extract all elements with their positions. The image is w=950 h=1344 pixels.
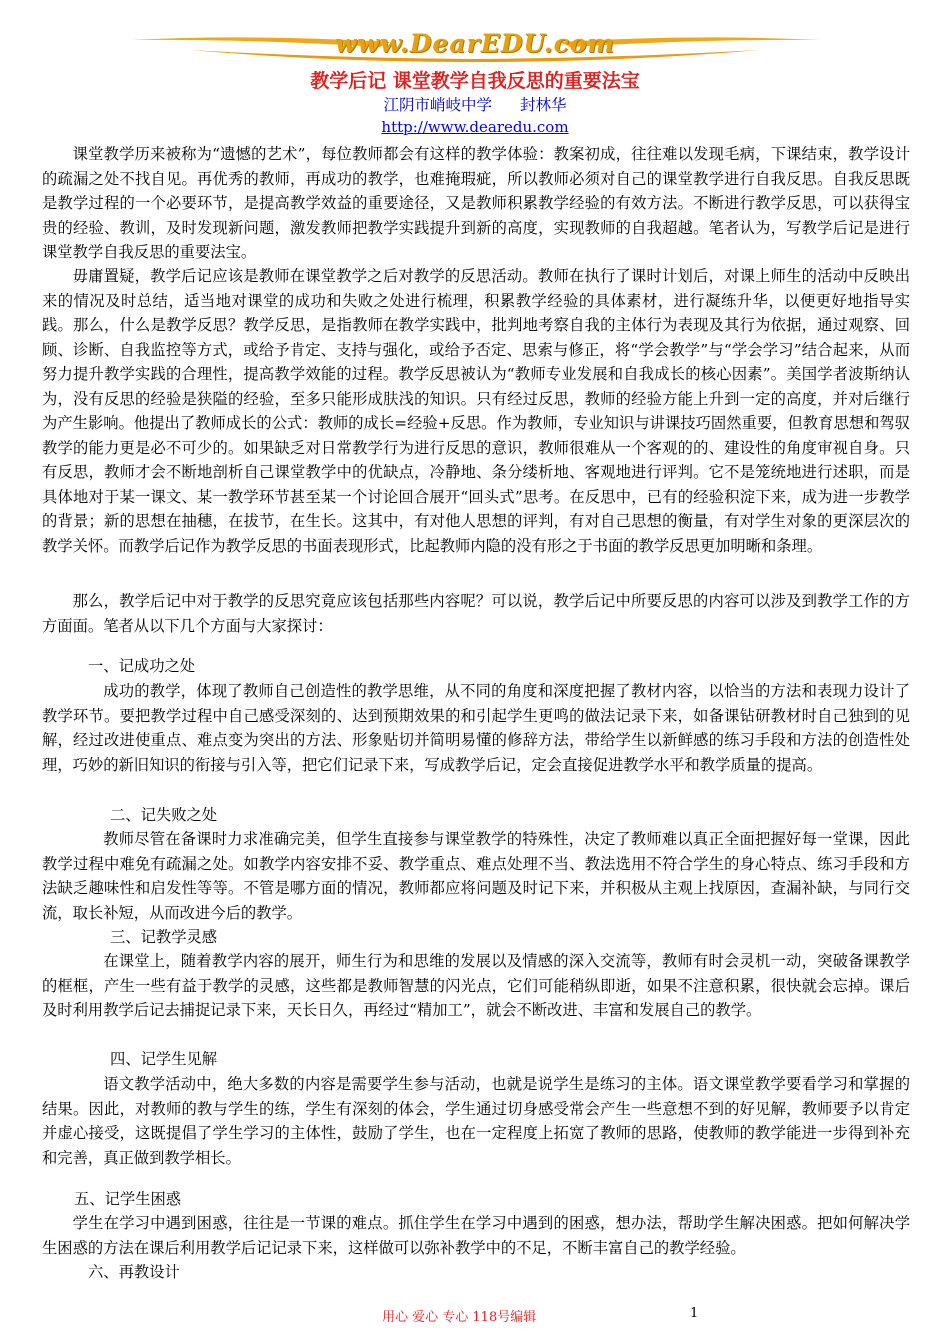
paragraph-aspects: 那么，教学后记中对于教学的反思究竟应该包括那些内容呢？可以说，教学后记中所要反思的内容可以涉及到教学工作的方方面面。笔者从以下几个方面与大家探讨： <box>42 592 910 635</box>
heading-redesign: 六、再教设计 <box>88 1263 180 1281</box>
heading-inspiration: 三、记教学灵感 <box>110 928 218 946</box>
author-line <box>0 93 950 115</box>
header-logo <box>130 28 820 62</box>
page-footer <box>0 1306 950 1326</box>
paragraph-intro: 课堂教学历来被称为“遗憾的艺术”，每位教师都会有这样的教学体验：教案初成，往往难以发现毛病，下课结束，教学设计的疏漏之处不找自见。再优秀的教师，再成功的教学，也难掩瑕疵，所以教师必须对自己的课堂教学进行自我反思。自我反思既是教学过程的一个必要环节，是提高教学效益的重要途径，又是教师积累教学经验的有效方法。不断进行教学反思，可以获得宝贵的经验、教训，及时发现新问题，激发教师把教学实践提升到新的高度，实现教师的自我超越。笔者认为，写教学后记是进行课堂教学自我反思的重要法宝。 <box>42 145 910 261</box>
paragraph-student-views: 语文教学活动中，绝大多数的内容是需要学生参与活动，也就是说学生是练习的主体。语文课堂教学要看学习和掌握的结果。因此，对教师的教与学生的练，学生有深刻的体会，学生通过切身感受常会产生一些意想不到的好见解，教师要予以肯定并虚心接受，这既提倡了学生学习的主体性，鼓励了学生，也在一定程度上拓宽了教师的思路，使教师的教学能进一步得到补充和完善，真正做到教学相长。 <box>42 1075 910 1167</box>
page-title: 教学后记 课堂教学自我反思的重要法宝 <box>310 70 640 92</box>
heading-student-views: 四、记学生见解 <box>110 1050 218 1068</box>
footer-text: 用心 爱心 专心 118号编辑 <box>382 1310 537 1325</box>
page-number: 1 <box>690 1306 699 1321</box>
author-school: 江阴市峭岐中学 <box>383 96 492 114</box>
paragraph-inspiration: 在课堂上，随着教学内容的展开，师生行为和思维的发展以及情感的深入交流等，教师有时会灵机一动，突破备课教学的框框，产生一些有益于教学的灵感，这些都是教师智慧的闪光点，它们可能稍纵即逝，如果不注意积累，很快就会忘掉。课后及时利用教学后记去捕捉记录下来，天长日久，再经过“精加工”，就会不断改进、丰富和发展自己的教学。 <box>42 952 910 1019</box>
author-name: 封林华 <box>520 96 567 114</box>
paragraph-student-confusion: 学生在学习中遇到困惑，往往是一节课的难点。抓住学生在学习中遇到的困惑，想办法，帮助学生解决困惑。把如何解决学生困惑的方法在课后利用教学后记记录下来，这样做可以弥补教学中的不足，不断丰富自己的教学经验。 <box>42 1214 910 1257</box>
site-link[interactable]: http://www.dearedu.com <box>381 118 569 136</box>
paragraph-failure: 教师尽管在备课时力求准确完美，但学生直接参与课堂教学的特殊性，决定了教师难以真正全面把握好每一堂课，因此教学过程中难免有疏漏之处。如教学内容安排不妥、教学重点、难点处理不当、教法选用不符合学生的身心特点、练习手段和方法缺乏趣味性和启发性等等。不管是哪方面的情况，教师都应将问题及时记下来，并积极从主观上找原因，查漏补缺，与同行交流，取长补短，从而改进今后的教学。 <box>42 830 910 922</box>
heading-student-confusion: 五、记学生困惑 <box>74 1190 182 1208</box>
paragraph-success: 成功的教学，体现了教师自己创造性的教学思维，从不同的角度和深度把握了教材内容，以恰当的方法和表现力设计了教学环节。要把教学过程中自己感受深刻的、达到预期效果的和引起学生更鸣的做法记录下来，如备课钻研教材时自己独到的见解，经过改进使重点、难点变为突出的方法、形象贴切并简明易懂的修辞方法，带给学生以新鲜感的练习手段和方法的创造性处理，巧妙的新旧知识的衔接与引入等，把它们记录下来，写成教学后记，定会直接促进教学水平和教学质量的提高。 <box>42 682 910 774</box>
site-logo-text: www.DearEDU.com <box>334 29 615 58</box>
heading-success: 一、记成功之处 <box>88 657 196 675</box>
heading-failure: 二、记失败之处 <box>110 806 218 824</box>
paragraph-reflection: 毋庸置疑，教学后记应该是教师在课堂教学之后对教学的反思活动。教师在执行了课时计划后，对课上师生的活动中反映出来的情况及时总结，适当地对课堂的成功和失败之处进行梳理，积累教学经验的具体素材，进行凝练升华，以便更好地指导实践。那么，什么是教学反思？教学反思，是指教师在教学实践中，批判地考察自我的主体行为表现及其行为依据，通过观察、回顾、诊断、自我监控等方式，或给予肯定、支持与强化，或给予否定、思索与修正，将“学会教学”与“学会学习”结合起来，从而努力提升教学实践的合理性，提高教学效能的过程。教学反思被认为“教师专业发展和自我成长的核心因素”。美国学者波斯纳认为，没有反思的经验是狭隘的经验，至多只能形成肤浅的知识。只有经过反思，教师的经验方能上升到一定的高度，并对后继行为产生影响。他提出了教师成长的公式：教师的成长=经验+反思。作为教师，专业知识与讲课技巧固然重要，但教育思想和驾驭教学的能力更是必不可少的。如果缺乏对日常教学行为进行反思的意识，教师很难从一个客观的的、建设性的角度审视自身。只有反思，教师才会不断地剖析自己课堂教学中的优缺点，冷静地、条分缕析地、客观地进行评判。它不是笼统地进行述职，而是具体地对于某一课文、某一教学环节甚至某一个讨论回合展开“回头式”思考。在反思中，已有的经验积淀下来，成为进一步教学的背景；新的思想在抽穗，在拔节，在生长。这其中，有对他人思想的评判，有对自己思想的衡量，有对学生对象的更深层次的教学关怀。而教学后记作为教学反思的书面表现形式，比起教师内隐的没有形之于书面的教学反思更加明晰和条理。 <box>42 267 910 555</box>
